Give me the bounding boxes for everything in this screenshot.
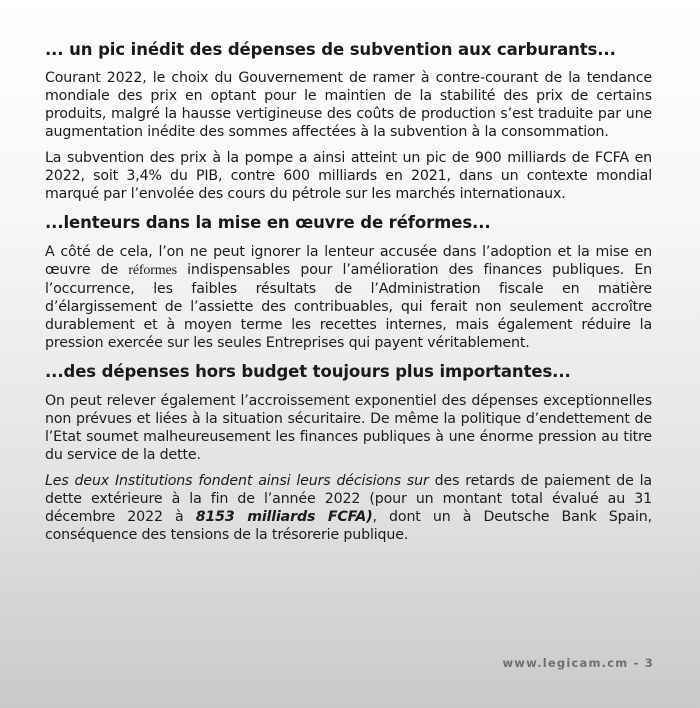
text-run: , dont un à Deutsche Bank Spain, conséquence des tensions de la trésorerie publique. [45, 509, 652, 543]
section-heading-off-budget-spending: ...des dépenses hors budget toujours plus importantes... [45, 362, 571, 381]
text-run: des retards de paiement de la dette extérieure à la fin de l’année 2022 (pour un montant total évalué au 31 décembre 2022 à [45, 473, 652, 525]
text-run-bold-italic: 8153 milliards FCFA) [195, 509, 373, 525]
paragraph-subsidy-choice: Courant 2022, le choix du Gouvernement de ramer à contre-courant de la tendance mondiale des prix en optant pour le maintien de la stabilité des prix de certains produits, malgré la hausse vertigineuse des coûts de production s’est traduite par une augmentation inédite des sommes affectées à la subvention à la consommation. [45, 70, 652, 140]
text-run-italic: Les deux Institutions fondent ainsi leurs décisions sur [45, 473, 429, 489]
text-run-serif: réformes [128, 263, 177, 278]
document-body [45, 38, 652, 552]
text-run: A côté de cela, l’on ne peut ignorer la lenteur accusée dans l’adoption et la mise en œuvre de [45, 244, 652, 278]
paragraph-exceptional-spending: On peut relever également l’accroissement exponentiel des dépenses exceptionnelles non prévues et liées à la situation sécuritaire. De même la politique d’endettement de l’Etat soumet malheureusement les finances publiques à une énorme pression au titre du service de la dette. [45, 393, 652, 463]
footer-page-number: www.legicam.cm - 3 [502, 656, 654, 670]
section-heading-reform-delays: ...lenteurs dans la mise en œuvre de réformes... [45, 213, 491, 232]
text-run: indispensables pour l’amélioration des finances publiques. En l’occurrence, les faibles résultats de l’Administration fiscale en matière d’élargissement de l’assiette des contribuables, qui ferait non seulement accroître durablement et à moyen terme les recettes internes, mais également réduire la pression exercée sur les seules Entreprises qui payent véritablement. [45, 262, 653, 351]
paragraph-debt-arrears [45, 472, 652, 544]
section-heading-fuel-subsidies: ... un pic inédit des dépenses de subvention aux carburants... [45, 40, 616, 59]
paragraph-pump-price-subsidy: La subvention des prix à la pompe a ainsi atteint un pic de 900 milliards de FCFA en 2022, soit 3,4% du PIB, contre 600 milliards en 2021, dans un contexte mondial marqué par l’envolée des cours du pétrole sur les marchés internationaux. [45, 150, 652, 202]
paragraph-reform-delays [45, 243, 652, 352]
